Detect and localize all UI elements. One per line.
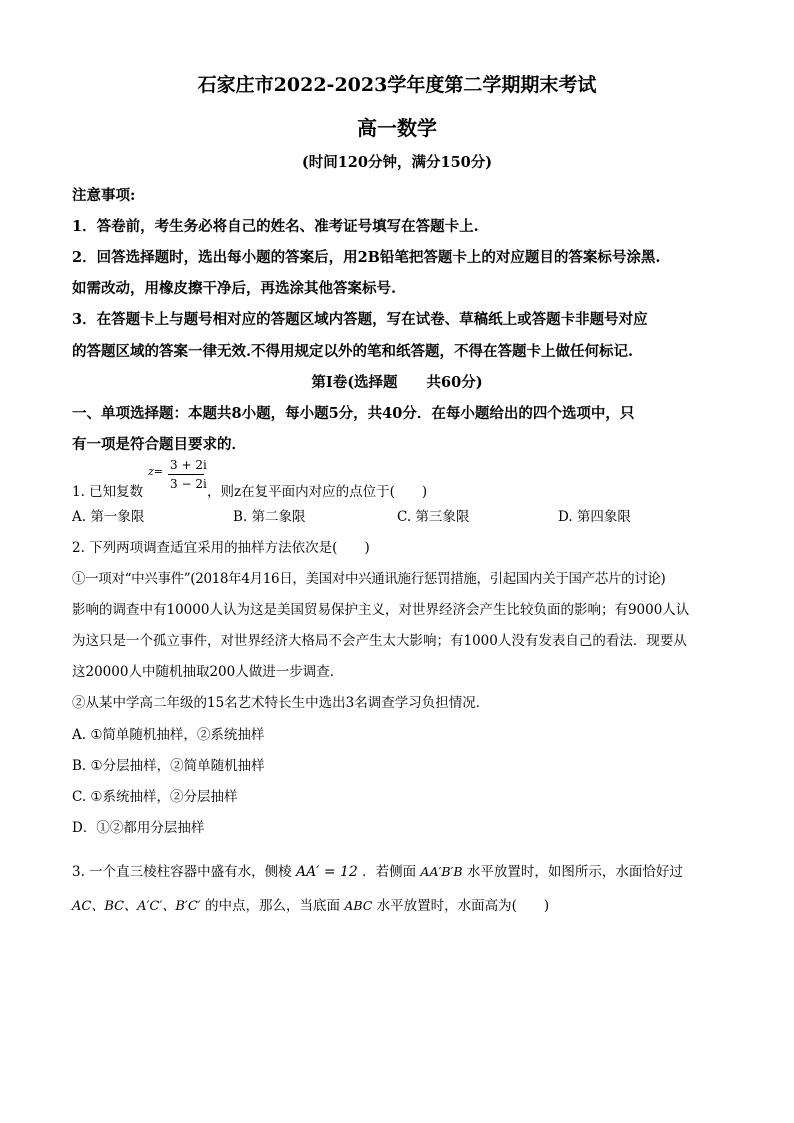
q3-line2-b: 的中点，那么，当底面 <box>205 898 341 914</box>
section-instructions-cont: 有一项是符合题目要求的． <box>72 436 246 453</box>
q3-base-face: ABC <box>344 898 373 913</box>
q3-line1-c: 水平放置时，如图所示，水面恰好过 <box>466 864 683 880</box>
q2-option-d: D．①②都用分层抽样 <box>72 820 205 836</box>
q3-line1 <box>72 860 683 880</box>
q3-line2 <box>72 894 549 914</box>
q2-option-b: B. ①分层抽样，②简单随机抽样 <box>72 758 265 774</box>
time-note: (时间120分钟，满分150分) <box>301 154 493 171</box>
q2-para1-line3: 为这只是一个孤立事件，对世界经济大格局不会产生太大影响；有1000人没有发表自己的看法．现要从 <box>72 633 687 649</box>
q1-fraction-bar <box>168 474 204 475</box>
notice-item-2: 2．回答选择题时，选出每小题的答案后，用2B铅笔把答题卡上的对应题目的答案标号涂黑. <box>72 249 661 266</box>
q1-option-c: C. 第三象限 <box>397 509 470 525</box>
notice-item-2-cont: 如需改动，用橡皮擦干净后，再选涂其他答案标号. <box>72 280 397 297</box>
q2-option-a: A. ①简单随机抽样，②系统抽样 <box>72 727 265 743</box>
q3-line2-c: 水平放置时，水面高为( ) <box>376 898 550 914</box>
q1-suffix: ，则z在复平面内对应的点位于( ) <box>207 484 428 500</box>
q1-z-eq: z= <box>148 465 164 478</box>
q2-para1-line2: 影响的调查中有10000人认为这是美国贸易保护主义，对世界经济会产生比较负面的影响；有9000人认 <box>72 602 690 618</box>
subject-title: 高一数学 <box>357 116 437 140</box>
notice-item-3-cont: 的答题区域的答案一律无效.不得用规定以外的笔和纸答题，不得在答题卡上做任何标记. <box>72 343 634 360</box>
q1-option-b: B. 第二象限 <box>233 509 306 525</box>
q2-stem: 2. 下列两项调查适宜采用的抽样方法依次是( ) <box>72 540 370 556</box>
q1-numerator: 3 + 2i <box>170 458 207 472</box>
q3-face-name: AA′B′B <box>420 864 463 879</box>
q3-midpoint-edges: AC、BC、A′C′、B′C′ <box>72 899 201 914</box>
q2-para1-line1: ①一项对“中兴事件”(2018年4月16日，美国对中兴通讯施行惩罚措施，引起国内关于国产芯片的讨论) <box>72 571 666 587</box>
q1-option-d: D. 第四象限 <box>558 509 631 525</box>
section-instructions: 一、单项选择题：本题共8小题，每小题5分，共40分．在每小题给出的四个选项中，只 <box>72 405 635 422</box>
notice-item-1: 1．答卷前，考生务必将自己的姓名、准考证号填写在答题卡上. <box>72 218 479 235</box>
q2-para1-line4: 这20000人中随机抽取200人做进一步调查． <box>72 664 344 680</box>
notice-item-3: 3．在答题卡上与题号相对应的答题区域内答题，写在试卷、草稿纸上或答题卡非题号对应 <box>72 311 648 328</box>
q3-edge-length: AA′ = 12 <box>295 864 358 880</box>
part1-heading: 第Ⅰ卷(选择题 共60分) <box>311 374 483 391</box>
q2-para2: ②从某中学高二年级的15名艺术特长生中选出3名调查学习负担情况． <box>72 695 490 711</box>
exam-title: 石家庄市2022-2023学年度第二学期期末考试 <box>197 74 597 96</box>
q1-prefix: 1. 已知复数 <box>72 484 144 500</box>
q1-denominator: 3 − 2i <box>170 477 207 491</box>
q3-line1-a: 3. 一个直三棱柱容器中盛有水，侧棱 <box>72 864 292 880</box>
q1-option-a: A. 第一象限 <box>72 509 145 525</box>
notice-heading: 注意事项: <box>72 187 136 204</box>
q2-option-c: C. ①系统抽样，②分层抽样 <box>72 789 238 805</box>
q3-line1-b: ．若侧面 <box>362 864 417 880</box>
